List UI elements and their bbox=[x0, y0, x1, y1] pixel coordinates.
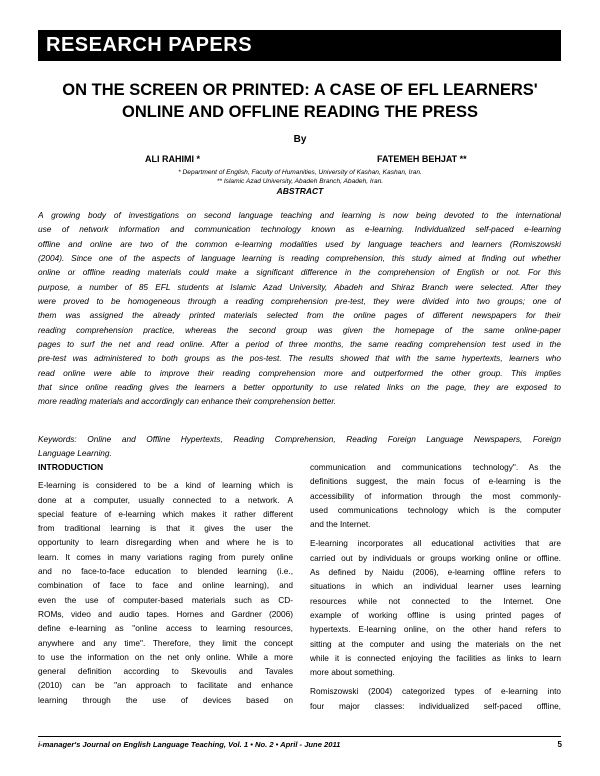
body-line: while it is connected enjoying the facilities as links to learn bbox=[310, 652, 561, 663]
body-line: used communications technology which is the computer bbox=[310, 504, 561, 515]
abstract-line: offline and online are two of the common e-learning modalities used by language teachers and learners (Romiszowski bbox=[38, 238, 561, 249]
body-line: to use the information on the net only online. While a more bbox=[38, 651, 293, 662]
abstract-line: pages to surf the net and read online. After a period of three months, the same reading comprehension test used in the bbox=[38, 339, 561, 350]
body-line: communication and communications technology". As the bbox=[310, 462, 561, 472]
body-line: learn. It comes in many variations raging from purely online bbox=[38, 551, 293, 562]
section-banner: RESEARCH PAPERS bbox=[38, 30, 561, 61]
abstract-line: read online were able to improve their reading comprehension more and outperformed the other group. This implies bbox=[38, 367, 561, 378]
abstract-body bbox=[38, 208, 561, 409]
author-1: ALI RAHIMI * bbox=[145, 154, 200, 164]
body-line: ROMs, video and audio tapes. Hornes and Gardner (2006) bbox=[38, 608, 293, 619]
body-line: accessibility of information through the most commonly- bbox=[310, 490, 561, 501]
author-2: FATEMEH BEHJAT ** bbox=[377, 154, 467, 164]
section-heading-introduction: INTRODUCTION bbox=[38, 462, 104, 472]
abstract-line: purpose, a number of 85 EFL students at Islamic Azad University, Abadeh and Shiraz Branch were selected. After they bbox=[38, 281, 561, 292]
right-column bbox=[310, 460, 561, 713]
body-line: anywhere and any time". Therefore, they limit the concept bbox=[38, 637, 293, 648]
abstract-line: reading comprehension practice, whereas the second group was given the homepage of the same online-paper bbox=[38, 324, 561, 335]
abstract-line: them was assigned the already printed materials selected from the online pages of different newspapers for their bbox=[38, 310, 561, 321]
body-line: define e-learning as "online access to learning resources, bbox=[38, 623, 293, 634]
abstract-line: that since online reading gives the learners a better opportunity to use related links on the page, they are exposed to bbox=[38, 382, 561, 393]
page-number: 5 bbox=[557, 740, 562, 749]
body-line: situations in which an individual learner uses learning bbox=[310, 581, 561, 592]
paper-title bbox=[50, 79, 550, 123]
abstract-line: pre-test was administered to both groups as the pos-test. The results showed that with the same hypertexts, learners who bbox=[38, 353, 561, 364]
body-line: resources while not connected to the Internet. One bbox=[310, 595, 561, 606]
body-line: and no face-to-face education to blended learning (i.e., bbox=[38, 566, 293, 577]
abstract-line: use of network information and communication technology known as e-learning. Individualized self-paced e-learning bbox=[38, 224, 561, 235]
keywords bbox=[38, 432, 561, 461]
body-line: E-learning is considered to be a kind of learning which is bbox=[38, 480, 293, 491]
keywords-line: Keywords: Online and Offline Hypertexts, Reading Comprehension, Reading Foreign Language Newspapers, Foreign bbox=[38, 434, 561, 444]
abstract-line: more reading materials and accordingly can enhance their comprehension better. bbox=[38, 396, 337, 407]
footer-divider bbox=[38, 736, 561, 737]
body-line: four major classes: individualized self-paced offline, bbox=[310, 700, 561, 711]
body-line: hypertexts. E-learning online, on the other hand refers to bbox=[310, 624, 561, 635]
affiliation-1: * Department of English, Faculty of Humanities, University of Kashan, Kashan, Iran. bbox=[178, 169, 422, 176]
body-line: As defined by Naidu (2006), e-learning offline refers to bbox=[310, 567, 561, 578]
by-label: By bbox=[293, 134, 307, 145]
body-line: even the use of computer-based materials such as CD- bbox=[38, 594, 293, 605]
abstract-line: were proved to be homogeneous through a reading comprehension pre-test, they were divided into two groups; one of bbox=[38, 296, 561, 307]
body-line: special feature of e-learning which makes it rather different bbox=[38, 508, 293, 519]
body-line: learning through the use of devices based on bbox=[38, 694, 293, 705]
body-line: and the Internet. bbox=[310, 519, 371, 530]
journal-footer: i-manager's Journal on English Language Teaching, Vol. 1 • No. 2 • April - June 2011 bbox=[38, 740, 341, 749]
body-line: (2010) can be "an approach to facilitate and enhance bbox=[38, 680, 293, 691]
body-line: done at a computer, usually connected to a network. A bbox=[38, 494, 293, 505]
body-line: E-learning incorporates all educational activities that are bbox=[310, 538, 561, 549]
abstract-line: online or offline reading materials could make a significant difference in the comprehension of English or not. For this bbox=[38, 267, 561, 278]
title-line: ON THE SCREEN OR PRINTED: A CASE OF EFL LEARNERS' bbox=[62, 81, 538, 99]
body-line: from traditional learning is that it gives the user the bbox=[38, 523, 293, 534]
body-line: sitting at the computer and using the materials on the net bbox=[310, 638, 561, 649]
keywords-line: Language Learning. bbox=[38, 448, 112, 459]
body-line: example of working offline is using printed pages of bbox=[310, 609, 561, 620]
body-line: combination of face to face and online learning), and bbox=[38, 580, 293, 591]
title-line: ONLINE AND OFFLINE READING THE PRESS bbox=[122, 103, 478, 121]
body-line: opportunity to learn disregarding when and where he is to bbox=[38, 537, 293, 548]
body-line: general definition according to Skevoulis and Tavales bbox=[38, 666, 293, 677]
body-line: Romiszowski (2004) categorized types of e-learning into bbox=[310, 686, 561, 697]
body-line: definitions suggest, the main focus of e-learning is the bbox=[310, 476, 561, 487]
body-line: more about something. bbox=[310, 667, 395, 678]
affiliation-2: ** Islamic Azad University, Abadeh Branch, Abadeh, Iran. bbox=[216, 178, 384, 185]
body-line: carried out by individuals or groups working online or offline. bbox=[310, 552, 561, 563]
abstract-line: (2004). Since one of the aspects of language learning is reading comprehension, this study aimed at finding out whether bbox=[38, 253, 561, 264]
abstract-heading: ABSTRACT bbox=[276, 186, 324, 196]
left-column bbox=[38, 460, 293, 707]
abstract-line: A growing body of investigations on second language teaching and learning is now being devoted to the international bbox=[38, 210, 561, 220]
